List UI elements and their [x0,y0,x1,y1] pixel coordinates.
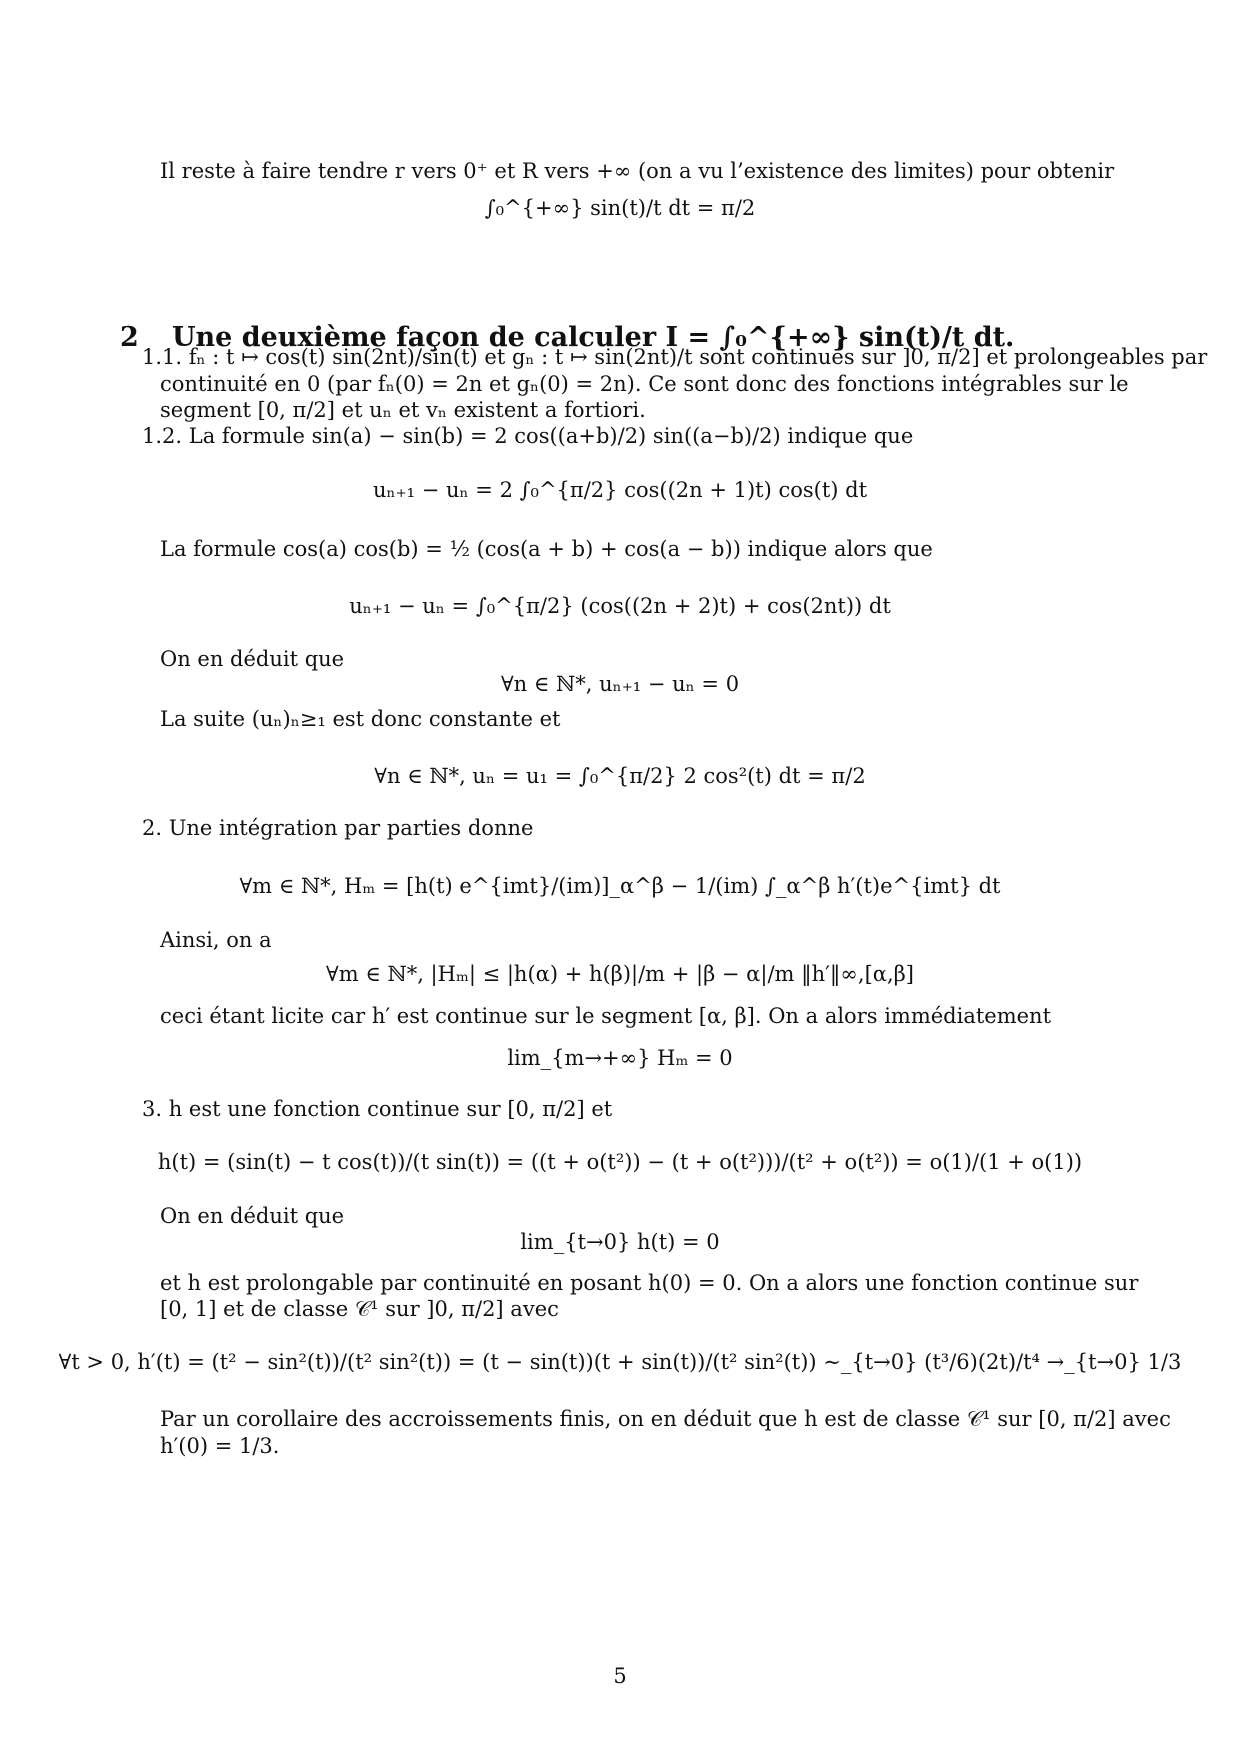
equation-5 [0,874,1240,898]
equation-10 [0,1350,1240,1374]
item-1-1-line-1: 1.1. fₙ : t ↦ cos(t) sin(2nt)/sin(t) et gₙ : t ↦ sin(2nt)/t sont continues sur ]0, π/2] et prolongeables par [142,345,1208,369]
deduce-line-2: On en déduit que [160,1204,345,1228]
ainsi-line: Ainsi, on a [160,928,272,952]
item-1-1-line-3: segment [0, π/2] et uₙ et vₙ existent a fortiori. [160,398,646,422]
equation-text: ∀n ∈ ℕ*, uₙ₊₁ − uₙ = 0 [500,672,740,696]
prolong-line-1: et h est prolongable par continuité en posant h(0) = 0. On a alors une fonction continue sur [160,1271,1139,1295]
item-1-2-line-1: 1.2. La formule sin(a) − sin(b) = 2 cos((a+b)/2) sin((a−b)/2) indique que [142,424,914,448]
equation-text: uₙ₊₁ − uₙ = ∫₀^{π/2} (cos((2n + 2)t) + cos(2nt)) dt [349,594,891,618]
equation-1 [0,478,1240,502]
equation-2 [0,594,1240,618]
section-number: 2 [120,322,139,353]
item-2-line: 2. Une intégration par parties donne [142,816,534,840]
equation-8 [0,1150,1240,1174]
licite-line: ceci étant licite car h′ est continue sur le segment [α, β]. On a alors immédiatement [160,1004,1052,1028]
equation-text: ∀m ∈ ℕ*, |Hₘ| ≤ |h(α) + h(β)|/m + |β − α|/m ‖h′‖∞,[α,β] [326,962,914,986]
equation-text: ∀m ∈ ℕ*, Hₘ = [h(t) e^{imt}/(im)]_α^β − 1/(im) ∫_α^β h′(t)e^{imt} dt [239,874,1001,898]
item-3-line: 3. h est une fonction continue sur [0, π/2] et [142,1097,613,1121]
equation-7 [0,1046,1240,1070]
equation-text: uₙ₊₁ − uₙ = 2 ∫₀^{π/2} cos((2n + 1)t) cos(t) dt [372,478,868,502]
item-1-1-line-2: continuité en 0 (par fₙ(0) = 2n et gₙ(0) = 2n). Ce sont donc des fonctions intégrables sur le [160,372,1129,396]
final-line-1: Par un corollaire des accroissements finis, on en déduit que h est de classe 𝒞¹ sur [0, π/2] avec [160,1407,1171,1431]
equation-4 [0,764,1240,788]
equation-text: lim_{t→0} h(t) = 0 [520,1230,720,1254]
final-line-2: h′(0) = 1/3. [160,1434,280,1458]
equation-text: h(t) = (sin(t) − t cos(t))/(t sin(t)) = ((t + o(t²)) − (t + o(t²)))/(t² + o(t²)) = o(1)/(1 + o(1)) [157,1150,1083,1174]
equation-3 [0,672,1240,696]
prolong-line-2: [0, 1] et de classe 𝒞¹ sur ]0, π/2] avec [160,1297,559,1321]
equation-text: ∀n ∈ ℕ*, uₙ = u₁ = ∫₀^{π/2} 2 cos²(t) dt = π/2 [374,764,866,788]
equation-6 [0,962,1240,986]
equation-text: lim_{m→+∞} Hₘ = 0 [507,1046,733,1070]
intro-line: Il reste à faire tendre r vers 0⁺ et R vers +∞ (on a vu l’existence des limites) pour obtenir [160,159,1115,183]
deduce-line-1: On en déduit que [160,647,345,671]
item-1-2-line-2: La formule cos(a) cos(b) = ½ (cos(a + b) + cos(a − b)) indique alors que [160,537,933,561]
equation-9 [0,1230,1240,1254]
suite-line: La suite (uₙ)ₙ≥₁ est donc constante et [160,707,561,731]
page-number: 5 [613,1664,627,1688]
result-equation [0,196,1240,220]
section-title: Une deuxième façon de calculer I = ∫₀^{+∞} sin(t)/t dt. [172,322,1015,353]
equation-text: ∀t > 0, h′(t) = (t² − sin²(t))/(t² sin²(t)) = (t − sin(t))(t + sin(t))/(t² sin²(t)) ∼_{t→0} (t³/6)(2t)/t⁴ →_{t→0} 1/3 [58,1350,1182,1374]
equation-text: ∫₀^{+∞} sin(t)/t dt = π/2 [484,196,756,220]
